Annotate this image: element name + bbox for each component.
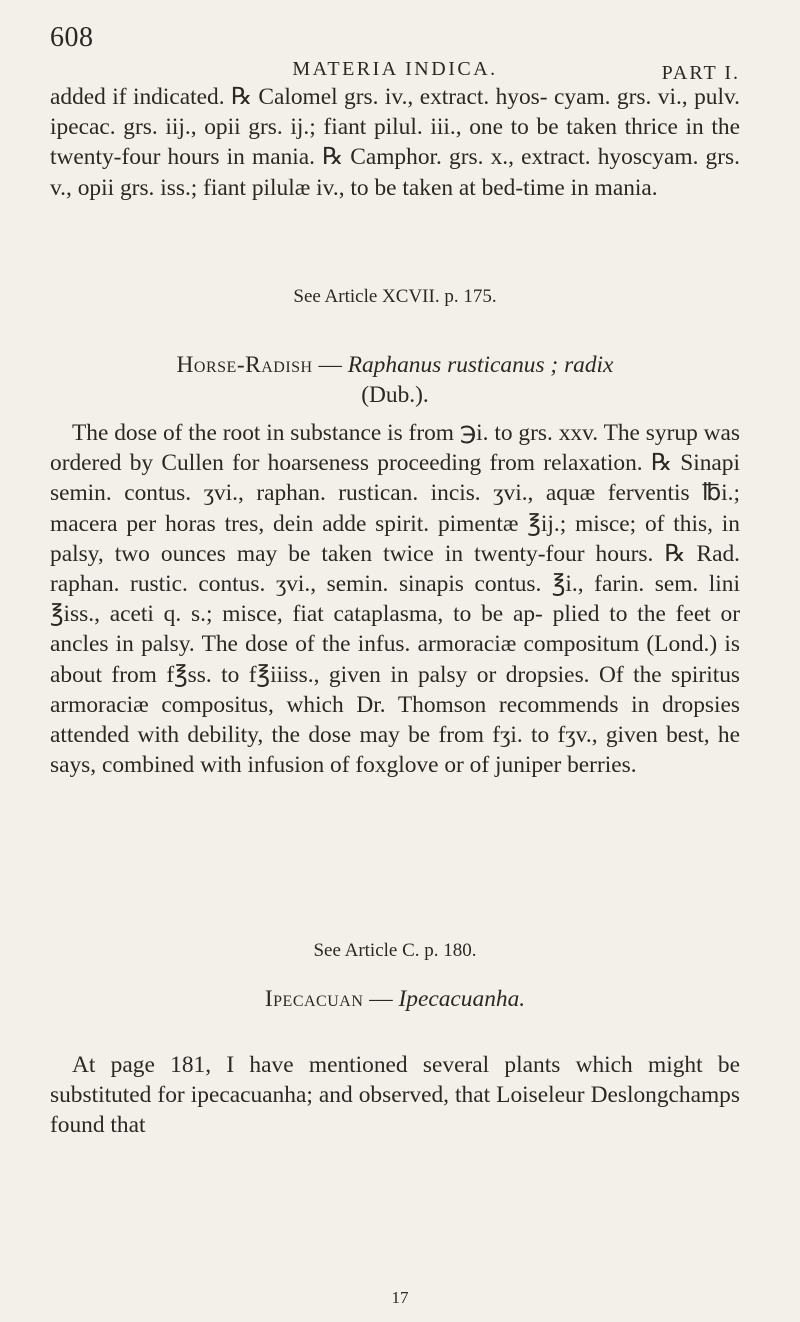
entry-dash: —: [363, 986, 399, 1012]
signature-mark: 17: [391, 1288, 409, 1307]
entry-name: Horse-Radish: [176, 352, 313, 378]
paragraph-continued: added if indicated. ℞ Calomel grs. iv., extract. hyos- cyam. grs. vi., pulv. ipecac. grs. iij., opii grs. ij.; fiant pilul. iii., one to be taken thrice in the twenty-four hours in mania. ℞ Camphor. grs. x., extract. hyoscyam. grs. v., opii grs. iss.; fiant pilulæ iv., to be taken at bed-time in mania.: [50, 84, 740, 201]
paragraph-horse-radish: The dose of the root in substance is from ℈i. to grs. xxv. The syrup was ordered by Cullen for hoarseness proceeding from relaxation. ℞ Sinapi semin. contus. ʒvi., raphan. rustican. incis. ʒvi., aquæ ferventis ℔i.; macera per horas tres, dein adde spirit. pimentæ ℥ij.; misce; of this, in palsy, two ounces may be taken twice in twenty-four hours. ℞ Rad. raphan. rustic. contus. ʒvi., semin. sinapis contus. ℥i., farin. sem. lini ℥iss., aceti q. s.; misce, fiat cataplasma, to be ap- plied to the feet or ancles in palsy. The dose of the infus. armoraciæ compositum (Lond.) is about from f℥ss. to f℥iiiss., given in palsy or dropsies. Of the spiritus armoraciæ compositus, which Dr. Thomson recommends in dropsies attended with debility, the dose may be from fʒi. to fʒv., given best, he says, combined with infusion of foxglove or of juniper berries.: [50, 420, 740, 779]
entry-heading-horse-radish: [50, 350, 740, 410]
entry-source: (Dub.).: [361, 382, 429, 408]
part-label: PART I.: [661, 62, 740, 84]
running-title: MATERIA INDICA.: [292, 58, 498, 80]
paragraph-ipecacuan: At page 181, I have mentioned several plants which might be substituted for ipecacuanha; and observed, that Loiseleur Deslongchamps found that: [50, 1052, 740, 1139]
see-article-reference: See Article XCVII. p. 175.: [293, 286, 497, 307]
entry-latin-name: Ipecacuanha.: [398, 986, 526, 1012]
entry-name: Ipecacuan: [264, 986, 364, 1012]
entry-latin-name: Raphanus rusticanus ; radix: [347, 352, 614, 378]
entry-heading-ipecacuan: [50, 984, 740, 1014]
page-header: [50, 22, 740, 84]
page-number: 608: [50, 22, 94, 53]
entry-dash: —: [312, 352, 348, 378]
see-article-reference: See Article C. p. 180.: [313, 940, 477, 961]
